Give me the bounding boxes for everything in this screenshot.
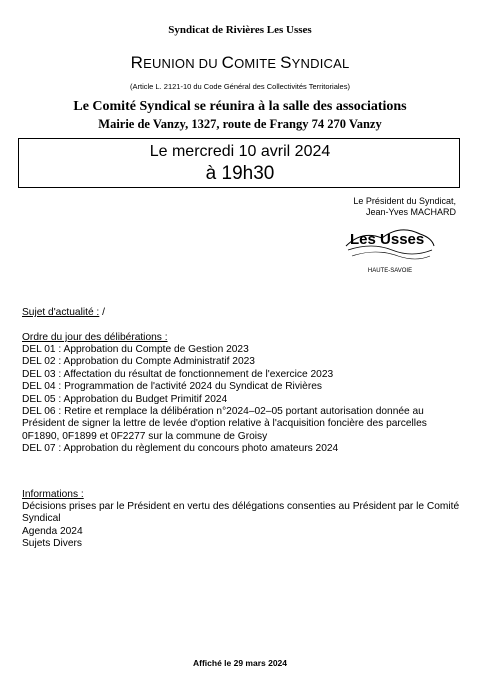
- legal-article-reference: (Article L. 2121-10 du Code Général des Collectivités Territoriales): [130, 82, 350, 91]
- info-item-misc: Sujets Divers: [22, 538, 83, 550]
- info-item-delegations: Décisions prises par le Président en vertu des délégations consenties au Président par le Comité Syndical: [22, 501, 460, 525]
- current-subject: [22, 307, 462, 319]
- title-cap-3: S: [280, 53, 292, 72]
- subject-label: Sujet d'actualité :: [22, 307, 100, 318]
- agenda-item-del-04: DEL 04 : Programmation de l'activité 2024 du Syndicat de Rivières: [22, 381, 322, 393]
- president-role: Le Président du Syndicat,: [353, 196, 456, 206]
- posted-date: Affiché le 29 mars 2024: [192, 658, 288, 668]
- venue-line: Le Comité Syndical se réunira à la salle des associations: [73, 99, 407, 114]
- organization-name: Syndicat de Rivières Les Usses: [168, 24, 312, 36]
- informations-list: [22, 501, 462, 551]
- informations-heading: Informations :: [22, 489, 84, 500]
- signature-block: [353, 196, 456, 218]
- title-rest-3: YNDICAL: [291, 56, 350, 71]
- stamp-subtext: HAUTE-SAVOIE: [367, 268, 413, 274]
- document-title: [0, 53, 480, 73]
- agenda-item-del-01: DEL 01 : Approbation du Compte de Gestion 2023: [22, 344, 249, 355]
- agenda-list: [22, 344, 462, 456]
- agenda-heading: Ordre du jour des délibérations :: [22, 332, 168, 343]
- title-cap-2: C: [221, 53, 235, 72]
- agenda-item-del-07: DEL 07 : Approbation du règlement du concours photo amateurs 2024: [22, 443, 339, 455]
- info-item-agenda: Agenda 2024: [22, 525, 83, 537]
- syndicate-stamp-logo: [342, 216, 438, 276]
- agenda-item-del-05: DEL 05 : Approbation du Budget Primitif 2024: [22, 393, 228, 405]
- title-cap-1: R: [130, 53, 144, 72]
- venue-address: Mairie de Vanzy, 1327, route de Frangy 74 270 Vanzy: [98, 117, 382, 131]
- agenda-item-del-02: DEL 02 : Approbation du Compte Administratif 2023: [22, 356, 255, 368]
- meeting-date: Le mercredi 10 avril 2024: [149, 143, 331, 160]
- president-name: Jean-Yves MACHARD: [365, 207, 456, 217]
- agenda-item-del-06: DEL 06 : Retire et remplace la délibération n°2024–02–05 portant autorisation donnée au Président de signer la lettre de levée d'option relative à l'acquisition foncière des parcelles 0F1890, 0F1899 et 0F2277 sur la commune de Groisy: [22, 406, 427, 442]
- title-rest-2: OMITE: [234, 56, 281, 71]
- stamp-text: Les Usses: [350, 231, 425, 248]
- agenda-item-del-03: DEL 03 : Affectation du résultat de fonctionnement de l'exercice 2023: [22, 368, 334, 380]
- subject-suffix: /: [99, 307, 105, 318]
- title-rest-1: EUNION DU: [143, 56, 222, 71]
- meeting-time: à 19h30: [205, 163, 275, 184]
